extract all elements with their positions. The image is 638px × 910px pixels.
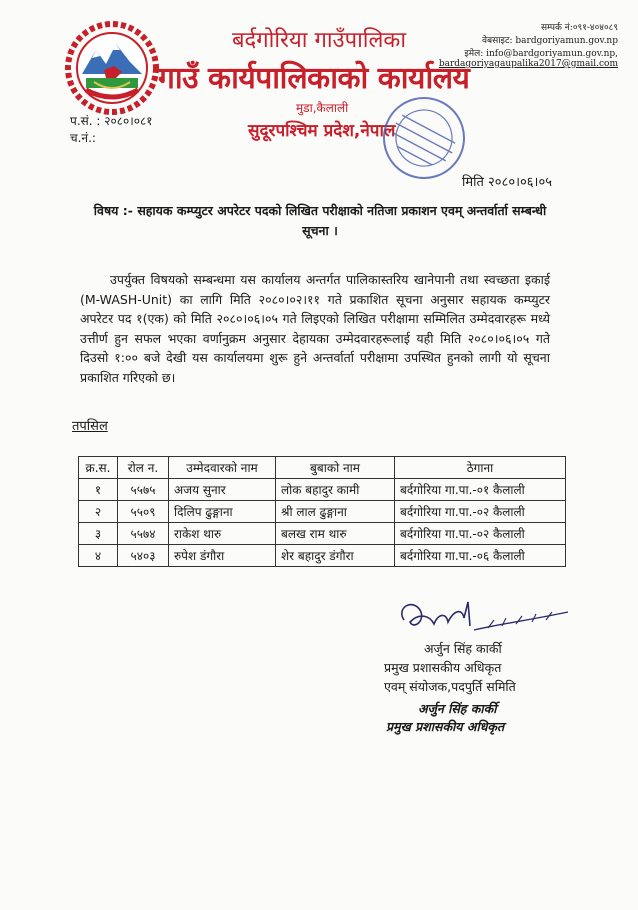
table-row (79, 479, 566, 501)
cell-roll: ५५७५ (118, 479, 169, 501)
cell-candidate-name: दिलिप ढुङ्गाना (169, 501, 276, 523)
header-serial: क्र.स. (79, 457, 118, 479)
header-candidate-name: उम्मेदवारको नाम (169, 457, 276, 479)
cell-serial: १ (79, 479, 118, 501)
contact-website: वेबसाइट: bardgoriyamun.gov.np (481, 36, 618, 46)
office-province: सुदूरपश्चिम प्रदेश,नेपाल (248, 121, 396, 141)
cell-father-name: श्री लाल ढुङ्गाना (276, 501, 395, 523)
contact-phone: सम्पर्क नं:०९१-४०४०८९ (540, 23, 618, 33)
contact-email: इमेल: info@bardgoriyamun.gov.np, (464, 49, 618, 59)
signatory-position: प्रमुख प्रशासकीय अधिकृत (384, 660, 502, 675)
candidates-table (78, 456, 566, 567)
header-roll: रोल न. (118, 457, 169, 479)
notice-subject: विषय :- सहायक कम्प्युटर अपरेटर पदको लिखित परीक्षाको नतिजा प्रकाशन एवम् अन्तर्वार्ता सम्बन्धी सूचना । (93, 203, 547, 238)
stamp-position: प्रमुख प्रशासकीय अधिकृत (386, 719, 505, 734)
cell-candidate-name: रुपेश डंगौरा (169, 545, 276, 567)
fiscal-year: प.सं. : २०८०।०८१ (70, 114, 153, 128)
contact-email-secondary: bardagoriyagaupalika2017@gmail.com (438, 59, 618, 69)
handwritten-signature (390, 590, 580, 646)
cell-address: बर्दगोरिया गा.पा.-०१ कैलाली (395, 479, 566, 501)
cell-serial: ४ (79, 545, 118, 567)
notice-body: उपर्युक्त विषयको सम्बन्धमा यस कार्यालय अन्तर्गत पालिकास्तरिय खानेपानी तथा स्वच्छता इकाई (M-WASH-Unit) का लागि मिति २०८०।०२।११ गते प्रकाशित सूचना अनुसार सहायक कम्प्युटर अपरेटर पद १(एक) को मिति २०८०।०६।०५ गते लिइएको लिखित परीक्षामा सम्मिलित उम्मेदवारहरू मध्ये उत्तीर्ण हुन सफल भएका वर्णानुक्रम अनुसार देहायका उम्मेदवारहरूलाई यही मिति २०८०।०६।०५ गते दिउसो १:०० बजे देखी यस कार्यालयमा शुरू हुने अन्तर्वार्ता परीक्षामा उपस्थित हुनको लागी यो सूचना प्रकाशित गरिएको छ। (80, 272, 550, 385)
office-seal-stamp (378, 92, 470, 184)
annex-label: तपसिल (72, 419, 108, 434)
cell-father-name: बलख राम थारु (276, 523, 395, 545)
cell-address: बर्दगोरिया गा.पा.-०२ कैलाली (395, 523, 566, 545)
header-address: ठेगाना (395, 457, 566, 479)
cell-serial: ३ (79, 523, 118, 545)
cell-serial: २ (79, 501, 118, 523)
notice-date: मिति २०८०।०६।०५ (462, 175, 552, 190)
cell-address: बर्दगोरिया गा.पा.-०६ कैलाली (395, 545, 566, 567)
cell-address: बर्दगोरिया गा.पा.-०२ कैलाली (395, 501, 566, 523)
cell-roll: ५५७४ (118, 523, 169, 545)
header-father-name: बुबाको नाम (276, 457, 395, 479)
cell-candidate-name: अजय सुनार (169, 479, 276, 501)
cell-father-name: शेर बहादुर डंगौरा (276, 545, 395, 567)
nepal-emblem-icon (64, 20, 160, 116)
table-row (79, 545, 566, 567)
dispatch-number: च.नं.: (70, 131, 96, 145)
cell-roll: ५४०३ (118, 545, 169, 567)
office-name: बर्दगोरिया गाउँपालिका (232, 28, 407, 53)
table-row (79, 523, 566, 545)
cell-candidate-name: राकेश थारु (169, 523, 276, 545)
stamp-name: अर्जुन सिंह कार्की (418, 701, 497, 716)
office-title: गाउँ कार्यपालिकाको कार्यालय (158, 61, 470, 96)
signatory-role: एवम् संयोजक,पदपुर्ति समिति (384, 679, 516, 694)
cell-father-name: लोक बहादुर कामी (276, 479, 395, 501)
cell-roll: ५५०९ (118, 501, 169, 523)
office-address: मुडा,कैलाली (296, 101, 349, 115)
signatory-name: अर्जुन सिंह कार्की (424, 641, 502, 656)
table-header-row (79, 457, 566, 479)
table-row (79, 501, 566, 523)
